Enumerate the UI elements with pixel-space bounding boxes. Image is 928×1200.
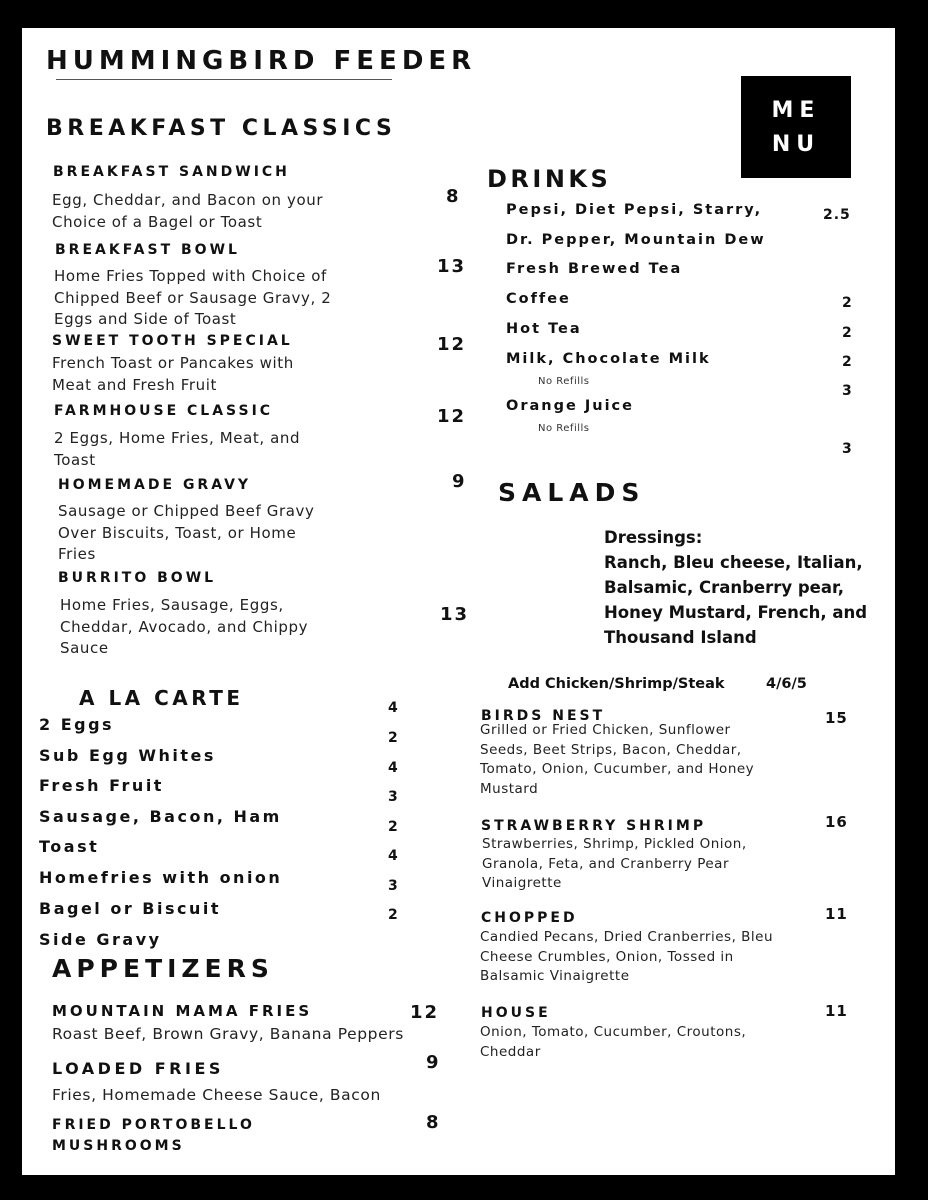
drink-price: 2.5 [823, 207, 851, 223]
salad-item-name: STRAWBERRY SHRIMP [481, 818, 707, 834]
appetizer-item-desc: Roast Beef, Brown Gravy, Banana Peppers [52, 1025, 404, 1043]
breakfast-item-name: BURRITO BOWL [58, 570, 217, 586]
salad-item-name: BIRDS NEST [481, 708, 606, 724]
restaurant-title: HUMMINGBIRD FEEDER [46, 46, 477, 76]
drink-line: Orange Juice [506, 398, 634, 414]
salad-item-desc: Grilled or Fried Chicken, Sunflower Seeds, Beet Strips, Bacon, Cheddar, Tomato, Onion, Cucumber, and Honey Mustard [480, 722, 755, 797]
salad-item-name: CHOPPED [481, 910, 578, 926]
breakfast-item-desc: Home Fries, Sausage, Eggs, Cheddar, Avocado, and Chippy Sauce [60, 596, 309, 657]
drink-note: No Refills [538, 423, 590, 434]
a-la-carte-price: 3 [388, 789, 399, 805]
breakfast-item-price: 9 [452, 471, 467, 492]
drink-line: Fresh Brewed Tea [506, 261, 683, 277]
breakfast-item-desc: Sausage or Chipped Beef Gravy Over Biscuits, Toast, or Home Fries [58, 502, 315, 563]
drink-line: Milk, Chocolate Milk [506, 351, 711, 367]
salad-item-price: 16 [825, 813, 848, 831]
breakfast-item-price: 13 [440, 604, 470, 625]
breakfast-item-desc: French Toast or Pancakes with Meat and Fresh Fruit [52, 354, 294, 394]
a-la-carte-item: Bagel or Biscuit [39, 899, 222, 918]
appetizer-item-price: 8 [426, 1112, 441, 1133]
breakfast-item-name: HOMEMADE GRAVY [58, 477, 252, 493]
breakfast-item-name: FARMHOUSE CLASSIC [54, 403, 274, 419]
appetizer-item-name: LOADED FRIES [52, 1059, 224, 1078]
drink-line: Coffee [506, 291, 571, 307]
menu-badge [741, 76, 851, 178]
a-la-carte-item: 2 Eggs [39, 715, 115, 734]
a-la-carte-item: Sausage, Bacon, Ham [39, 807, 282, 826]
a-la-carte-price: 2 [388, 819, 399, 835]
appetizer-item-price: 12 [410, 1002, 440, 1023]
drinks-heading: DRINKS [487, 165, 612, 193]
salad-item-desc: Onion, Tomato, Cucumber, Croutons, Cheddar [480, 1024, 747, 1060]
menu-page [22, 28, 895, 1175]
breakfast-item-price: 13 [437, 256, 467, 277]
drink-note: No Refills [538, 376, 590, 387]
a-la-carte-price: 2 [388, 907, 399, 923]
a-la-carte-price: 4 [388, 760, 399, 776]
a-la-carte-price: 4 [388, 848, 399, 864]
breakfast-item-price: 12 [437, 334, 467, 355]
a-la-carte-price: 3 [388, 878, 399, 894]
breakfast-item-name: BREAKFAST BOWL [55, 242, 240, 258]
a-la-carte-item: Sub Egg Whites [39, 746, 216, 765]
dressings-line: Balsamic, Cranberry pear, [604, 578, 844, 597]
breakfast-item-desc: Egg, Cheddar, and Bacon on your Choice of a Bagel or Toast [52, 191, 324, 231]
breakfast-item-price: 12 [437, 406, 467, 427]
breakfast-item-desc: 2 Eggs, Home Fries, Meat, and Toast [54, 429, 301, 469]
salad-item-price: 11 [825, 905, 848, 923]
salad-item-name: HOUSE [481, 1005, 551, 1021]
appetizers-heading: APPETIZERS [52, 954, 274, 983]
a-la-carte-price: 2 [388, 730, 399, 746]
salad-item-desc: Candied Pecans, Dried Cranberries, Bleu Cheese Crumbles, Onion, Tossed in Balsamic Vinaigrette [480, 929, 774, 984]
a-la-carte-item: Fresh Fruit [39, 776, 164, 795]
menu-badge-line2: NU [771, 132, 821, 157]
dressings-line: Ranch, Bleu cheese, Italian, [604, 553, 863, 572]
salads-heading: SALADS [498, 478, 646, 507]
salad-item-desc: Strawberries, Shrimp, Pickled Onion, Granola, Feta, and Cranberry Pear Vinaigrette [482, 836, 747, 891]
breakfast-item-name: BREAKFAST SANDWICH [53, 164, 290, 180]
drink-price: 3 [842, 383, 853, 399]
dressings-line: Honey Mustard, French, and [604, 603, 868, 622]
appetizer-item-price: 9 [426, 1052, 441, 1073]
drink-line: Hot Tea [506, 321, 582, 337]
appetizer-item-desc: Fries, Homemade Cheese Sauce, Bacon [52, 1086, 381, 1104]
salad-item-price: 15 [825, 709, 848, 727]
breakfast-item-price: 8 [446, 186, 461, 207]
a-la-carte-item: Toast [39, 837, 100, 856]
a-la-carte-item: Side Gravy [39, 930, 162, 949]
breakfast-heading: BREAKFAST CLASSICS [46, 116, 397, 141]
breakfast-item-name: SWEET TOOTH SPECIAL [52, 333, 293, 349]
drink-price: 2 [842, 325, 853, 341]
appetizer-item-name: MOUNTAIN MAMA FRIES [52, 1002, 313, 1020]
salad-add-on-price: 4/6/5 [766, 676, 807, 692]
appetizer-item-name-line2: MUSHROOMS [52, 1138, 185, 1154]
appetizer-item-name: FRIED PORTOBELLO [52, 1117, 255, 1133]
a-la-carte-item: Homefries with onion [39, 868, 283, 887]
title-underline [56, 79, 392, 80]
a-la-carte-heading: A LA CARTE [79, 686, 244, 710]
drink-price: 3 [842, 441, 853, 457]
salad-add-on: Add Chicken/Shrimp/Steak [508, 676, 725, 692]
drink-price: 2 [842, 295, 853, 311]
dressings-label: Dressings: [604, 528, 703, 547]
salad-item-price: 11 [825, 1002, 848, 1020]
menu-badge-line1: ME [771, 98, 821, 123]
drink-line: Dr. Pepper, Mountain Dew [506, 232, 766, 248]
dressings-line: Thousand Island [604, 628, 757, 647]
a-la-carte-price: 4 [388, 700, 399, 716]
drink-line: Pepsi, Diet Pepsi, Starry, [506, 202, 763, 218]
drink-price: 2 [842, 354, 853, 370]
breakfast-item-desc: Home Fries Topped with Choice of Chipped Beef or Sausage Gravy, 2 Eggs and Side of Toast [54, 267, 332, 328]
